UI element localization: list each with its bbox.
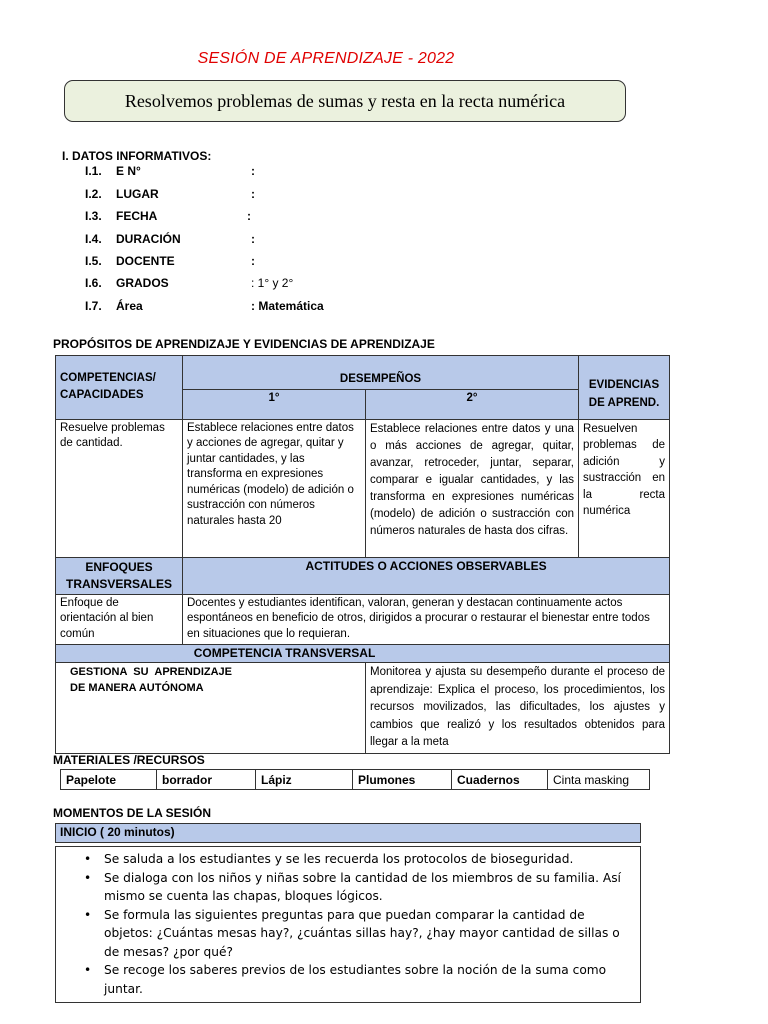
session-title-box <box>64 80 626 122</box>
session-title: Resolvemos problemas de sumas y resta en la recta numérica <box>124 90 566 111</box>
datos-item-value: : <box>247 209 251 223</box>
material-item: Plumones <box>353 770 452 790</box>
datos-item <box>85 232 385 248</box>
propositos-heading: PROPÓSITOS DE APRENDIZAJE Y EVIDENCIAS DE APRENDIZAJE <box>53 337 435 351</box>
header-competencias: COMPETENCIAS/ CAPACIDADES <box>56 356 183 420</box>
datos-item-value: : 1° y 2° <box>251 276 294 290</box>
datos-item-label: DOCENTE <box>116 254 175 268</box>
list-item <box>80 869 634 906</box>
header-enfoques: ENFOQUES TRANSVERSALES <box>56 557 183 594</box>
datos-item <box>85 254 385 270</box>
datos-item <box>85 164 385 180</box>
header-evidencias: EVIDENCIAS DE APREND. <box>579 356 670 420</box>
datos-item <box>85 187 385 203</box>
inicio-section <box>55 823 641 1003</box>
datos-heading: I. DATOS INFORMATIVOS: <box>62 149 212 163</box>
list-item-text: Se formula las siguientes preguntas para que puedan comparar la cantidad de objetos: ¿Cuántas mesas hay?, ¿cuántas sillas hay?, ¿hay mayor cantidad de sillas o de mesas? ¿por qué? <box>104 907 620 959</box>
datos-item-value: : <box>251 232 255 246</box>
ct-nombre: GESTIONA SU APRENDIZAJE DE MANERA AUTÓNOMA <box>70 666 232 694</box>
list-item <box>80 961 634 998</box>
ct-nombre-cell <box>56 663 366 754</box>
list-item-text: Se saluda a los estudiantes y se les recuerda los protocolos de bioseguridad. <box>104 852 574 866</box>
datos-item-value: : <box>251 187 255 201</box>
datos-item-number: I.7. <box>85 299 102 313</box>
datos-item-label: GRADOS <box>116 276 169 290</box>
datos-item-number: I.6. <box>85 276 102 290</box>
bullet-icon: • <box>84 963 92 977</box>
desempeno-2-cell: Establece relaciones entre datos y una o más acciones de agregar, quitar, avanzar, retroceder, juntar, separar, comparar e igualar cantidades, y las transforma en expresiones numéricas (modelo) de adición o sustracción con números naturales de hasta dos cifras. <box>366 419 579 557</box>
datos-item-label: E N° <box>116 164 141 178</box>
datos-item-value: : <box>251 164 255 178</box>
document-title: SESIÓN DE APRENDIZAJE - 2022 <box>197 50 455 67</box>
desempeno-1-cell: Establece relaciones entre datos y acciones de agregar, quitar y juntar cantidades, y las transforma en expresiones numéricas (modelo) de adición o sustracción con números naturales hasta 20 <box>183 419 366 557</box>
material-item: Lápiz <box>256 770 353 790</box>
datos-item-number: I.5. <box>85 254 102 268</box>
materiales-table <box>60 769 650 790</box>
datos-item-number: I.4. <box>85 232 102 246</box>
datos-item-label: FECHA <box>116 209 158 223</box>
datos-item-label: Área <box>116 299 143 313</box>
bullet-icon: • <box>84 852 92 866</box>
header-desempenos: DESEMPEÑOS <box>183 356 579 390</box>
propositos-table <box>55 355 670 754</box>
datos-item-number: I.1. <box>85 164 102 178</box>
datos-item <box>85 209 385 225</box>
datos-item-number: I.3. <box>85 209 102 223</box>
materiales-heading: MATERIALES /RECURSOS <box>53 753 205 767</box>
inicio-body <box>55 846 641 1003</box>
list-item-text: Se dialoga con los niños y niñas sobre la cantidad de los miembros de su familia. Así mismo se cuenta las chapas, bloques lógicos. <box>104 870 621 903</box>
inicio-header: INICIO ( 20 minutos) <box>55 823 641 843</box>
actitud-cell: Docentes y estudiantes identifican, valoran, generan y destacan continuamente actos espontáneos en beneficio de otros, dirigidos a procurar o restaurar el bienestar entre todos en situaciones que lo requieran. <box>183 594 670 644</box>
competencia-cell: Resuelve problemas de cantidad. <box>56 419 183 557</box>
material-item: Papelote <box>61 770 157 790</box>
list-item-text: Se recoge los saberes previos de los estudiantes sobre la noción de la suma como juntar. <box>104 963 607 996</box>
material-item: borrador <box>157 770 256 790</box>
datos-item <box>85 299 385 315</box>
header-grado-1: 1° <box>183 389 366 419</box>
list-item <box>80 906 634 962</box>
evidencia-cell: Resuelven problemas de adición y sustracción en la recta numérica <box>579 419 670 557</box>
bullet-icon: • <box>84 907 92 922</box>
bullet-icon: • <box>84 870 92 885</box>
material-item: Cinta masking <box>548 770 650 790</box>
datos-item-label: DURACIÓN <box>116 232 181 246</box>
list-item <box>80 850 634 869</box>
inicio-list <box>80 850 634 998</box>
ct-desc-cell: Monitorea y ajusta su desempeño durante el proceso de aprendizaje: Explica el proceso, los procedimientos, los recursos movilizados, las dificultades, los ajustes y cambios que realizó y los resultados obtenidos para llegar a la meta <box>366 663 670 754</box>
momentos-heading: MOMENTOS DE LA SESIÓN <box>53 806 212 820</box>
datos-item <box>85 276 385 292</box>
material-item: Cuadernos <box>452 770 548 790</box>
enfoque-cell: Enfoque de orientación al bien común <box>56 594 183 644</box>
datos-item-number: I.2. <box>85 187 102 201</box>
header-grado-2: 2° <box>366 389 579 419</box>
header-competencia-transversal: COMPETENCIA TRANSVERSAL <box>56 644 670 663</box>
datos-item-value: : <box>251 254 255 268</box>
header-actitudes: ACTITUDES O ACCIONES OBSERVABLES <box>183 557 670 594</box>
datos-item-value: : Matemática <box>251 299 324 313</box>
datos-item-label: LUGAR <box>116 187 159 201</box>
